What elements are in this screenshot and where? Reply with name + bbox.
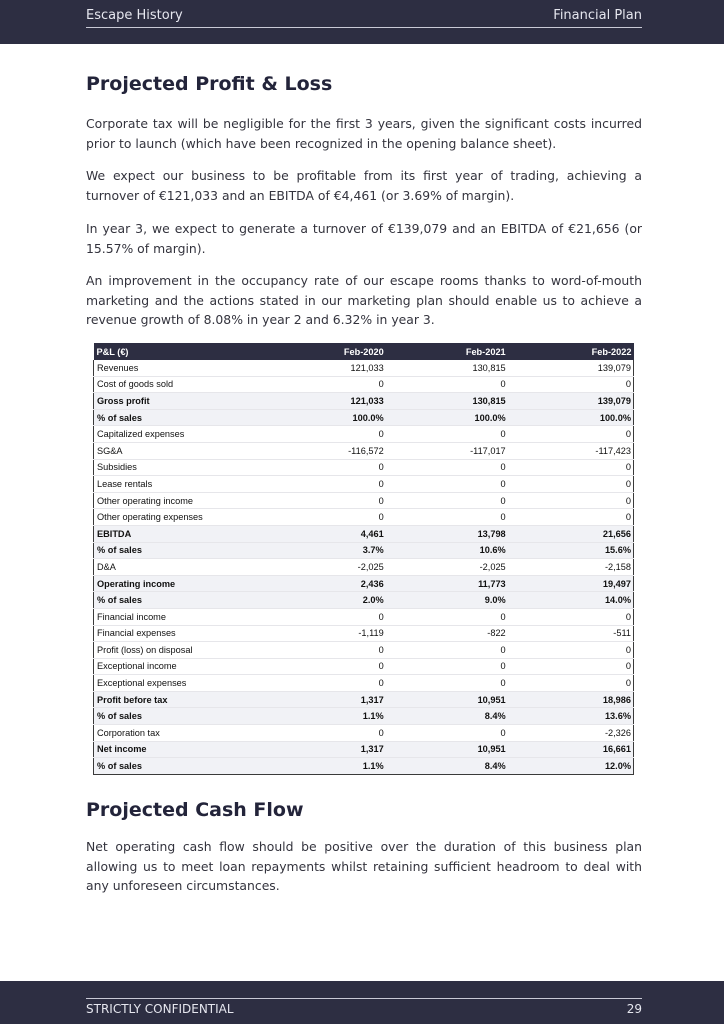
table-cell: 100.0% [263,409,386,426]
cash-flow-paragraph: Net operating cash flow should be positive over the duration of this business plan allowing us to meet loan repayments whilst retaining sufficient headroom to deal with any unforeseen circumstances. [86,839,642,893]
table-cell: 11,773 [386,575,508,592]
table-cell: 121,033 [263,360,386,376]
row-label: Profit before tax [94,691,263,708]
table-row [94,525,634,542]
table-cell: 0 [508,642,634,659]
table-row [94,376,634,393]
table-cell: 139,079 [508,393,634,410]
table-cell: 21,656 [508,525,634,542]
table-cell: 0 [386,492,508,509]
table-cell: 0 [508,459,634,476]
table-row [94,360,634,376]
table-cell: 0 [508,492,634,509]
table-cell: 0 [508,658,634,675]
row-label: Financial expenses [94,625,263,642]
table-cell: 100.0% [386,409,508,426]
table-row [94,559,634,576]
row-label: Corporation tax [94,725,263,742]
table-cell: 13.6% [508,708,634,725]
row-label: Gross profit [94,393,263,410]
table-row [94,459,634,476]
table-cell: -2,158 [508,559,634,576]
table-cell: 0 [508,509,634,526]
table-cell: 14.0% [508,592,634,609]
table-cell: 0 [386,376,508,393]
table-cell: 0 [508,376,634,393]
table-cell: 10.6% [386,542,508,559]
section-title-cash-flow: Projected Cash Flow [86,799,304,821]
table-row [94,575,634,592]
row-label: Other operating income [94,492,263,509]
row-label: D&A [94,559,263,576]
table-cell: -2,025 [386,559,508,576]
table-cell: 0 [263,725,386,742]
row-label: Net income [94,741,263,758]
table-cell: -2,326 [508,725,634,742]
table-cell: 130,815 [386,360,508,376]
table-cell: -822 [386,625,508,642]
header-divider [86,27,642,28]
table-cell: 0 [263,426,386,443]
table-cell: 100.0% [508,409,634,426]
row-label: Lease rentals [94,476,263,493]
row-label: % of sales [94,708,263,725]
column-header: Feb-2022 [508,343,634,360]
table-cell: 18,986 [508,691,634,708]
table-row [94,708,634,725]
table-row [94,509,634,526]
table-cell: 0 [386,658,508,675]
table-cell: 0 [263,658,386,675]
row-label: Exceptional income [94,658,263,675]
table-cell: -2,025 [263,559,386,576]
row-label: Profit (loss) on disposal [94,642,263,659]
table-cell: 0 [508,608,634,625]
table-cell: 0 [386,725,508,742]
table-cell: 0 [263,476,386,493]
table-row [94,625,634,642]
table-cell: 4,461 [263,525,386,542]
row-label: Subsidies [94,459,263,476]
row-label: Exceptional expenses [94,675,263,692]
table-cell: 8.4% [386,758,508,775]
row-label: Cost of goods sold [94,376,263,393]
table-row [94,758,634,775]
table-row [94,658,634,675]
table-cell: 0 [386,426,508,443]
column-header: P&L (€) [94,343,263,360]
footer-confidential-label: STRICTLY CONFIDENTIAL [86,1002,234,1016]
table-cell: -511 [508,625,634,642]
table-row [94,691,634,708]
table-cell: 2,436 [263,575,386,592]
table-cell: 130,815 [386,393,508,410]
table-cell: 0 [508,675,634,692]
table-cell: 0 [508,476,634,493]
table-cell: -117,423 [508,442,634,459]
table-cell: 139,079 [508,360,634,376]
table-cell: 10,951 [386,741,508,758]
table-cell: 0 [263,642,386,659]
table-cell: 0 [386,509,508,526]
table-cell: 0 [263,376,386,393]
table-cell: 13,798 [386,525,508,542]
column-header: Feb-2021 [386,343,508,360]
table-row [94,675,634,692]
table-row [94,725,634,742]
pnl-table [93,343,634,775]
row-label: % of sales [94,542,263,559]
pnl-paragraph-4: An improvement in the occupancy rate of our escape rooms thanks to word-of-mouth marketing and the actions stated in our marketing plan should enable us to achieve a revenue growth of 8.08% in year 2 and 6.32% in year 3. [86,273,642,327]
table-cell: 0 [508,426,634,443]
row-label: SG&A [94,442,263,459]
table-row [94,492,634,509]
section-title-pnl: Projected Profit & Loss [86,73,333,95]
footer-divider [86,998,642,999]
table-cell: 0 [263,675,386,692]
table-cell: 0 [386,459,508,476]
pnl-paragraph-1: Corporate tax will be negligible for the first 3 years, given the significant costs incurred prior to launch (which have been recognized in the opening balance sheet). [86,116,642,151]
table-row [94,642,634,659]
table-cell: 0 [263,608,386,625]
page-footer [0,981,724,1024]
row-label: Financial income [94,608,263,625]
table-cell: 121,033 [263,393,386,410]
table-cell: 0 [263,492,386,509]
table-cell: 1.1% [263,708,386,725]
table-cell: -116,572 [263,442,386,459]
pnl-table-header-row [94,343,634,360]
table-cell: -1,119 [263,625,386,642]
table-row [94,592,634,609]
row-label: % of sales [94,409,263,426]
header-section-title: Financial Plan [553,8,642,23]
table-cell: 1,317 [263,691,386,708]
table-row [94,542,634,559]
table-row [94,741,634,758]
page-header [0,0,724,44]
table-row [94,608,634,625]
page-number: 29 [626,1002,642,1016]
row-label: % of sales [94,758,263,775]
pnl-paragraph-2: We expect our business to be profitable from its first year of trading, achieving a turnover of €121,033 and an EBITDA of €4,461 (or 3.69% of margin). [86,168,642,203]
table-cell: 1.1% [263,758,386,775]
cash-flow-section [86,799,642,893]
header-document-title: Escape History [86,8,183,23]
table-cell: 0 [263,459,386,476]
table-cell: 0 [386,476,508,493]
column-header: Feb-2020 [263,343,386,360]
table-cell: 0 [263,509,386,526]
table-cell: 2.0% [263,592,386,609]
table-row [94,393,634,410]
table-cell: 16,661 [508,741,634,758]
table-cell: -117,017 [386,442,508,459]
row-label: Revenues [94,360,263,376]
table-cell: 1,317 [263,741,386,758]
table-cell: 19,497 [508,575,634,592]
table-cell: 0 [386,642,508,659]
row-label: EBITDA [94,525,263,542]
table-cell: 12.0% [508,758,634,775]
table-cell: 3.7% [263,542,386,559]
table-cell: 15.6% [508,542,634,559]
pnl-paragraph-3: In year 3, we expect to generate a turnover of €139,079 and an EBITDA of €21,656 (or 15.57% of margin). [86,221,642,256]
main-content [86,73,642,327]
row-label: % of sales [94,592,263,609]
row-label: Operating income [94,575,263,592]
table-row [94,409,634,426]
table-cell: 8.4% [386,708,508,725]
table-cell: 0 [386,608,508,625]
table-row [94,476,634,493]
row-label: Other operating expenses [94,509,263,526]
table-row [94,426,634,443]
table-cell: 10,951 [386,691,508,708]
table-cell: 0 [386,675,508,692]
table-cell: 9.0% [386,592,508,609]
table-row [94,442,634,459]
row-label: Capitalized expenses [94,426,263,443]
